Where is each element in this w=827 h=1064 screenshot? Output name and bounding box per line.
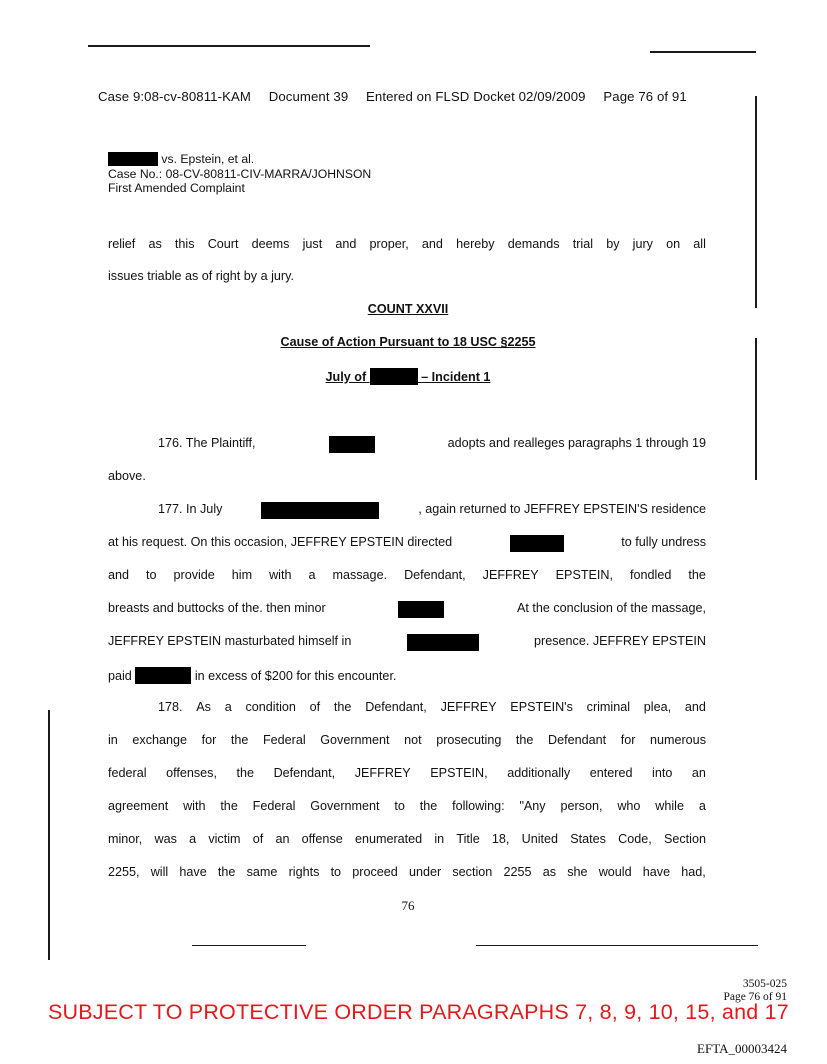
p176-text-b: adopts and realleges paragraphs 1 through 19: [447, 436, 706, 450]
bates-line-1: 3505-025: [742, 978, 787, 990]
paragraph-177-line-5: [108, 634, 706, 651]
p177-text-6a: paid: [108, 669, 132, 683]
page-number: 76: [401, 898, 415, 913]
p177-text-1a: 177. In July: [158, 502, 223, 516]
redaction-block: [370, 368, 418, 385]
bottom-right-rule: [476, 945, 758, 946]
caption-parties: [108, 152, 371, 167]
p177-text-5b: presence. JEFFREY EPSTEIN: [534, 634, 706, 648]
top-right-rule: [650, 51, 756, 53]
redaction-block: [135, 667, 191, 684]
paragraph-178-line-2: in exchange for the Federal Government not prosecuting the Defendant for numerous: [108, 733, 706, 747]
docket-header: [98, 89, 701, 104]
paragraph-177-line-2: [108, 535, 706, 552]
left-margin-bar: [48, 710, 50, 960]
p176-text-a: 176. The Plaintiff,: [158, 436, 256, 450]
paragraph-177-line-3: and to provide him with a massage. Defendant, JEFFREY EPSTEIN, fondled the: [108, 568, 706, 582]
caption-title: First Amended Complaint: [108, 181, 245, 195]
case-caption: [108, 152, 371, 196]
bottom-left-rule: [192, 945, 306, 946]
incident-suffix: – Incident 1: [421, 370, 491, 384]
paragraph-176-line-2: above.: [108, 469, 146, 483]
caption-parties-text: vs. Epstein, et al.: [161, 152, 255, 166]
redaction-block: [261, 502, 379, 519]
body-line-1: relief as this Court deems just and proper, and hereby demands trial by jury on all: [108, 237, 706, 251]
redaction-block: [407, 634, 479, 651]
redaction-block: [510, 535, 564, 552]
protective-order-notice: SUBJECT TO PROTECTIVE ORDER PARAGRAPHS 7, 8, 9, 10, 15, and 17: [48, 1000, 789, 1024]
cause-heading: Cause of Action Pursuant to 18 USC §2255: [280, 335, 536, 349]
right-margin-bar-lower: [755, 338, 757, 480]
bates-line-2: Page 76 of 91: [723, 990, 787, 1003]
paragraph-177-line-4: [108, 601, 706, 618]
p177-text-1b: , again returned to JEFFREY EPSTEIN'S residence: [418, 502, 706, 516]
p177-text-4b: At the conclusion of the massage,: [516, 601, 706, 615]
count-heading: COUNT XXVII: [367, 302, 449, 316]
incident-prefix: July of: [325, 370, 367, 384]
redaction-block: [398, 601, 444, 618]
paragraph-176-line-1: [158, 436, 706, 453]
redaction-block: [108, 152, 158, 166]
p177-text-6b: in excess of $200 for this encounter.: [194, 669, 397, 683]
entered-date: Entered on FLSD Docket 02/09/2009: [366, 89, 586, 104]
top-left-rule: [88, 45, 370, 47]
incident-heading: [108, 368, 708, 385]
efta-identifier: EFTA_00003424: [697, 1041, 787, 1056]
paragraph-177-line-1: [158, 502, 706, 519]
paragraph-178-line-3: federal offenses, the Defendant, JEFFREY EPSTEIN, additionally entered into an: [108, 766, 706, 780]
header-page: Page 76 of 91: [603, 89, 687, 104]
case-number: Case 9:08-cv-80811-KAM: [98, 89, 251, 104]
document-number: Document 39: [268, 89, 349, 104]
paragraph-177-line-6: [108, 667, 396, 684]
paragraph-178-line-6: 2255, will have the same rights to proceed under section 2255 as she would have had,: [108, 865, 706, 879]
paragraph-178-line-1: 178. As a condition of the Defendant, JEFFREY EPSTEIN's criminal plea, and: [158, 700, 706, 714]
paragraph-178-line-4: agreement with the Federal Government to the following: "Any person, who while a: [108, 799, 706, 813]
caption-case-no: Case No.: 08-CV-80811-CIV-MARRA/JOHNSON: [108, 166, 372, 181]
p177-text-5a: JEFFREY EPSTEIN masturbated himself in: [108, 634, 352, 648]
p177-text-2a: at his request. On this occasion, JEFFREY EPSTEIN directed: [108, 535, 453, 549]
paragraph-178-line-5: minor, was a victim of an offense enumerated in Title 18, United States Code, Section: [108, 832, 706, 846]
redaction-block: [329, 436, 375, 453]
right-margin-bar-upper: [755, 96, 757, 308]
body-line-2: issues triable as of right by a jury.: [108, 269, 294, 283]
p177-text-2b: to fully undress: [621, 535, 706, 549]
p177-text-4a: breasts and buttocks of the. then minor: [108, 601, 326, 615]
